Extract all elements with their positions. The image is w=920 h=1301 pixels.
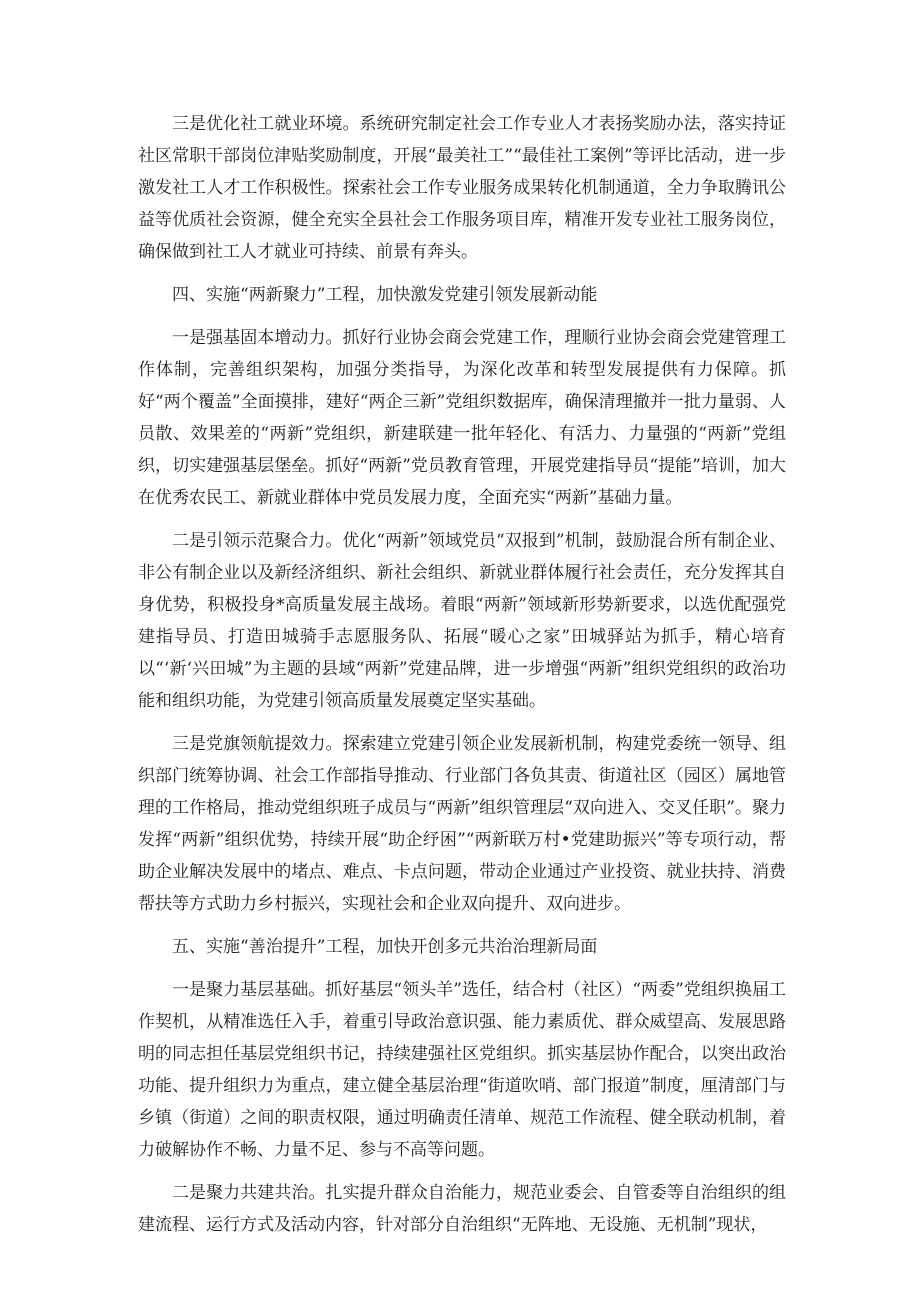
paragraph-grassroots-foundation: 一是聚力基层基础。抓好基层“领头羊”选任，结合村（社区）“两委”党组织换届工作契机，从精准选任入手，着重引导政治意识强、能力素质优、群众威望高、发展思路明的同志担任基层党组织书记，持续建强社区党组织。抓实基层协作配合，以突出政治功能、提升组织力为重点，建立健全基层治理“街道吹哨、部门报道”制度，厘清部门与乡镇（街道）之间的职责权限，通过明确责任清单、规范工作流程、健全联动机制，着力破解协作不畅、力量不足、参与不高等问题。 (138, 980, 786, 1160)
paragraph-strengthen-foundation: 一是强基固本增动力。抓好行业协会商会党建工作，理顺行业协会商会党建管理工作体制，完善组织架构，加强分类指导，为深化改革和转型发展提供有力保障。抓好“两个覆盖”全面摸排，建好“两企三新”党组织数据库，确保清理撤并一批力量弱、人员散、效果差的“两新”党组织，新建联建一批年轻化、有活力、力量强的“两新”党组织，切实建强基层堡垒。抓好“两新”党员教育管理，开展党建指导员“提能”培训，加大在优秀农民工、新就业群体中党员发展力度，全面充实“两新”基础力量。 (138, 328, 786, 508)
paragraph-party-flag-leadership: 三是党旗领航提效力。探索建立党建引领企业发展新机制，构建党委统一领导、组织部门统筹协调、社会工作部指导推动、行业部门各负其责、街道社区（园区）属地管理的工作格局，推动党组织班子成员与“两新”组织管理层“双向进入、交叉任职”。聚力发挥“两新”组织优势，持续开展“助企纾困”“两新联万村•党建助振兴”等专项行动，帮助企业解决发展中的堵点、难点、卡点问题，带动企业通过产业投资、就业扶持、消费帮扶等方式助力乡村振兴，实现社会和企业双向提升、双向进步。 (138, 734, 786, 914)
paragraph-co-construction: 二是聚力共建共治。扎实提升群众自治能力，规范业委会、自管委等自治组织的组建流程、运行方式及活动内容，针对部分自治组织“无阵地、无设施、无机制”现状， (138, 1183, 786, 1235)
paragraph-lead-demonstration: 二是引领示范聚合力。优化“两新”领域党员“双报到”机制，鼓励混合所有制企业、非公有制企业以及新经济组织、新社会组织、新就业群体履行社会责任，充分发挥其自身优势，积极投身*高质量发展主战场。着眼“两新”领域新形势新要求，以选优配强党建指导员、打造田城骑手志愿服务队、拓展“暖心之家”田城驿站为抓手，精心培育以“‘新‘兴田城”为主题的县域“两新”党建品牌，进一步增强“两新”组织党组织的政治功能和组织功能，为党建引领高质量发展奠定坚实基础。 (138, 531, 786, 711)
document-body (138, 108, 786, 1241)
paragraph-social-work-employment: 三是优化社工就业环境。系统研究制定社会工作专业人才表扬奖励办法，落实持证社区常职干部岗位津贴奖励制度，开展“最美社工”“最佳社工案例”等评比活动，进一步激发社工人才工作积极性。探索社会工作专业服务成果转化机制通道，全力争取腾讯公益等优质社会资源，健全充实全县社会工作服务项目库，精准开发专业社工服务岗位，确保做到社工人才就业可持续、前景有奔头。 (138, 114, 786, 262)
section-heading-five: 五、实施“善治提升”工程，加快开创多元共治治理新局面 (172, 937, 598, 957)
section-heading-four: 四、实施“两新聚力”工程，加快激发党建引领发展新动能 (172, 285, 598, 305)
